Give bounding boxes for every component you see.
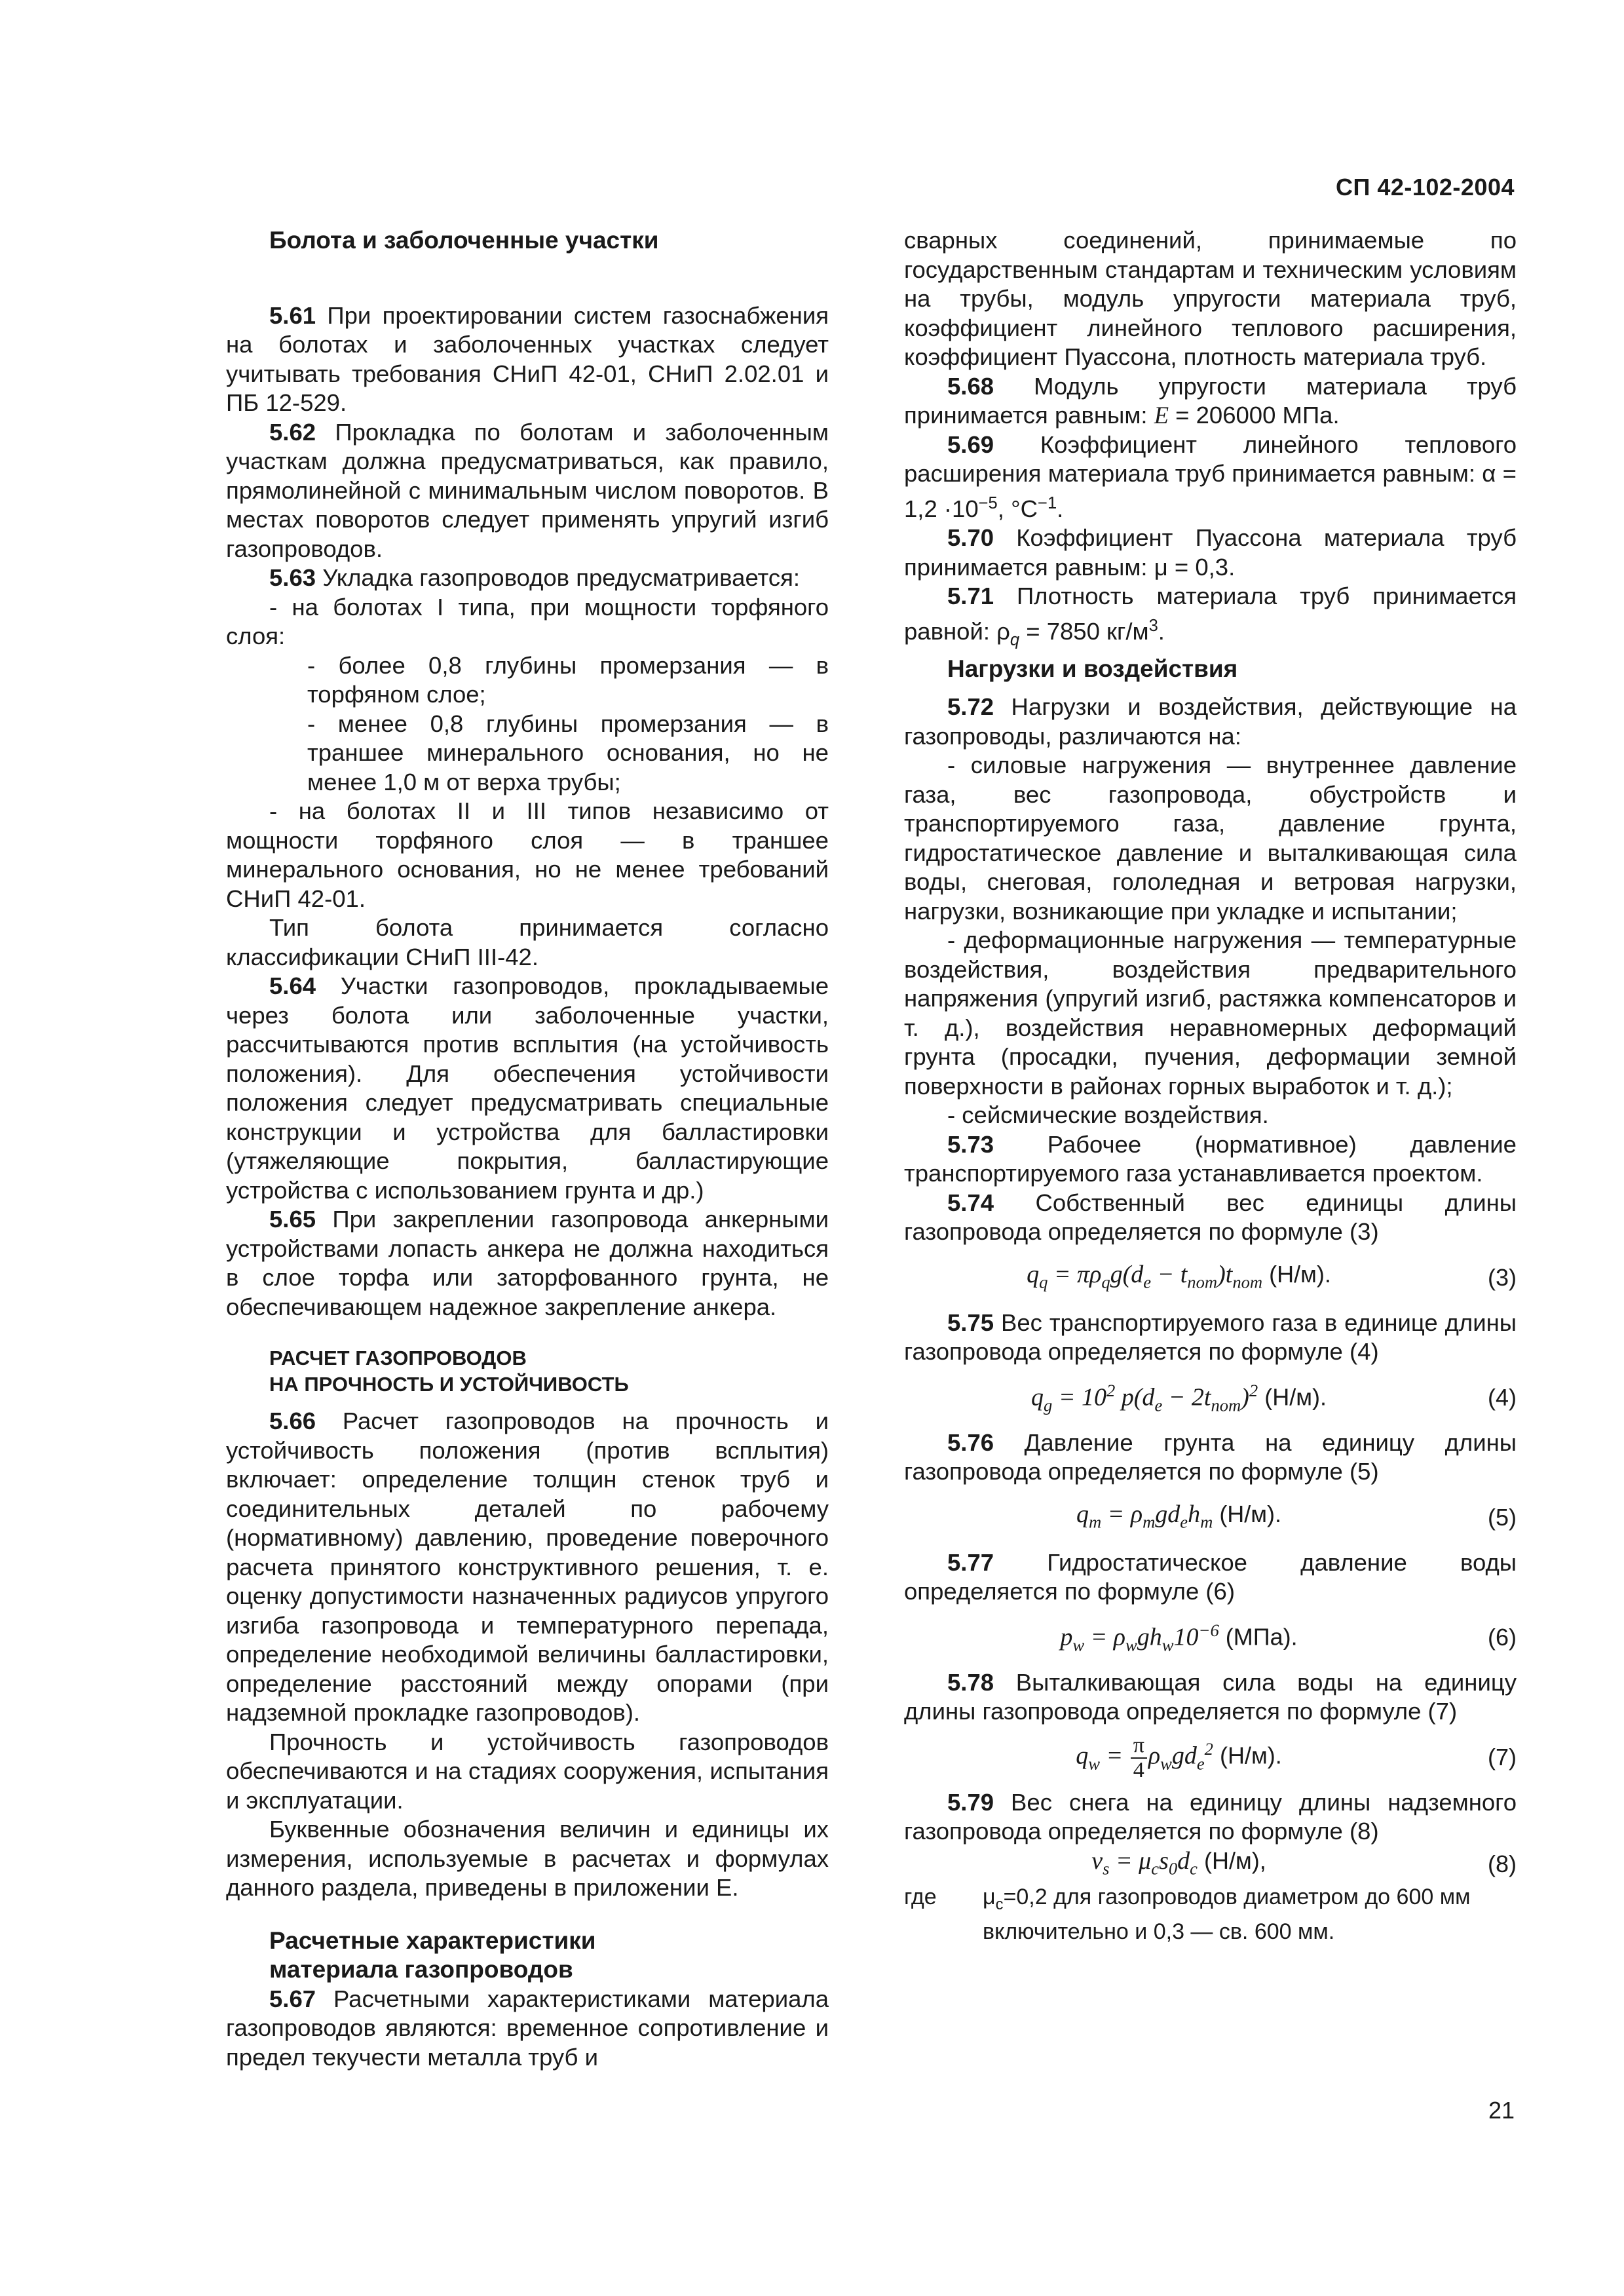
- where-definition: $\mu_c=0,2$ для газопроводов диаметром до 600 мм включительно и 0,3 — св. 600 мм.: [983, 1884, 1471, 1945]
- paragraph-5-76: 5.76 Давление грунта на единицу длины газопровода определяется по формуле (5): [904, 1428, 1517, 1485]
- list-item-force-loads: - силовые нагружения — внутреннее давление газа, вес газопровода, обустройств и транспортируемого газа, давление грунта, гидростатическое давление и выталкивающая сила воды, снеговая, гололедная и ветровая нагрузки, нагрузки, возникающие при укладке и испытании;: [904, 752, 1517, 925]
- left-column: [226, 226, 829, 2072]
- list-item-bog-type-2-3: - на болотах II и III типов независимо от мощности торфяного слоя — в траншее минерального основания, но не менее требований СНиП 42-01.: [226, 797, 829, 912]
- list-item-deformation-loads: - деформационные нагружения — температурные воздействия, воздействия предварительного напряжения (упругий изгиб, растяжка компенсаторов и т. д.), воздействия неравномерных деформаций грунта (просадки, пучения, деформации земной поверхности в районах горных выработок и т. д.);: [904, 927, 1517, 1100]
- paragraph-5-77: 5.77 Гидростатическое давление воды определяется по формуле (6): [904, 1548, 1517, 1605]
- paragraph-5-70: 5.70 Коэффициент Пуассона материала труб принимается равным: μ = 0,3.: [904, 524, 1517, 581]
- where-label: где: [904, 1884, 937, 1909]
- section-heading-bogs: Болота и заболоченные участки: [269, 227, 659, 254]
- formula-6-number: (6): [1488, 1624, 1517, 1651]
- list-item-bog-type-1: - на болотах I типа, при мощности торфяного слоя:: [226, 593, 829, 649]
- sublist-peat-depth: [226, 651, 829, 797]
- paragraph-5-66: 5.66 Расчет газопроводов на прочность и устойчивость положения (против всплытия) включает: определение толщин стенок труб и соединительных деталей по рабочему (нормативному) давлению, проведение поверочного расчета принятого конструктивного решения, т. е. оценку допустимости назначенных радиусов упругого изгиба газопровода и температурного перепада, определение необходимой величины балластировки, определение расстояний между опорами (при надземной прокладке газопроводов).: [226, 1407, 829, 1726]
- section-heading-material-line2: материала газопроводов: [269, 1956, 573, 1983]
- paragraph-bog-classification: Тип болота принимается согласно классификации СНиП III-42.: [226, 914, 829, 970]
- list-item-seismic: - сейсмические воздействия.: [947, 1101, 1269, 1129]
- section-heading-calc-line2: НА ПРОЧНОСТЬ И УСТОЙЧИВОСТЬ: [269, 1373, 629, 1396]
- formula-4-number: (4): [1488, 1384, 1517, 1411]
- formula-5-expression: $q_m = \rho_mgd_eh_m$ (Н/м).: [1076, 1500, 1282, 1532]
- sublist-item-more: - более 0,8 глубины промерзания — в торфяном слое;: [307, 651, 829, 708]
- formula-7-number: (7): [1488, 1744, 1517, 1771]
- paragraph-5-74: 5.74 Собственный вес единицы длины газопровода определяется по формуле (3): [904, 1189, 1517, 1246]
- paragraph-5-67: 5.67 Расчетными характеристиками материала газопроводов являются: временное сопротивление и предел текучести металла труб и: [226, 1985, 829, 2071]
- formula-4: [904, 1372, 1517, 1425]
- paragraph-5-78: 5.78 Выталкивающая сила воды на единицу длины газопровода определяется по формуле (7): [904, 1668, 1517, 1725]
- formula-5: [904, 1492, 1517, 1544]
- formula-7: [904, 1732, 1517, 1784]
- page-number: 21: [1488, 2097, 1515, 2124]
- paragraph-5-68: 5.68 Модуль упругости материала труб принимается равным: E = 206000 МПа.: [904, 372, 1517, 429]
- formula-5-number: (5): [1488, 1504, 1517, 1531]
- paragraph-strength-stages: Прочность и устойчивость газопроводов обеспечиваются и на стадиях сооружения, испытания и эксплуатации.: [226, 1728, 829, 1814]
- section-heading-material-line1: Расчетные характеристики: [269, 1926, 596, 1954]
- right-column: [904, 226, 1517, 1945]
- formula-4-expression: $q_g = 10^2$ $p(d_e - 2t_{nom})^2$ (Н/м).: [1031, 1381, 1327, 1415]
- paragraph-5-64: 5.64 Участки газопроводов, прокладываемые через болота или заболоченные участки, рассчитываются против всплытия (на устойчивость положения). Для обеспечения устойчивости положения следует предусматривать специальные конструкции и устройства для балластировки (утяжеляющие покрытия, балластирующие устройства с использованием грунта и др.): [226, 972, 829, 1204]
- paragraph-5-65: 5.65 При закреплении газопровода анкерными устройствами лопасть анкера не должна находиться в слое торфа или заторфованного грунта, не обеспечивающем надежное закрепление анкера.: [226, 1206, 829, 1320]
- paragraph-5-62: 5.62 Прокладка по болотам и заболоченным участкам должна предусматриваться, как правило, прямолинейной с минимальным числом поворотов. В местах поворотов следует применять упругий изгиб газопроводов.: [226, 418, 829, 562]
- section-heading-calc-line1: РАСЧЕТ ГАЗОПРОВОДОВ: [269, 1347, 527, 1369]
- document-code-header: СП 42-102-2004: [1335, 174, 1515, 201]
- paragraph-notation: Буквенные обозначения величин и единицы их измерения, используемые в расчетах и формулах данного раздела, приведены в приложении Е.: [226, 1816, 829, 1901]
- paragraph-5-72: 5.72 Нагрузки и воздействия, действующие на газопроводы, различаются на:: [904, 693, 1517, 750]
- formula-6: [904, 1612, 1517, 1664]
- paragraph-5-61: 5.61 При проектировании систем газоснабжения на болотах и заболоченных участках следует учитывать требования СНиП 42-01, СНиП 2.02.01 и ПБ 12-529.: [226, 301, 829, 416]
- paragraph-5-69: 5.69 Коэффициент линейного теплового расширения материала труб принимается равным: $\alpha = 1,2 \cdot 10^{-5}$, $^\circ С^{-1}$.: [904, 430, 1517, 522]
- paragraph-5-75: 5.75 Вес транспортируемого газа в единице длины газопровода определяется по формуле (4): [904, 1309, 1517, 1366]
- formula-7-expression: $q_w$ = $\frac{\pi}{4}$ $\rho_wgd_e^2$ (Н/м).: [1076, 1732, 1282, 1782]
- paragraph-5-73: 5.73 Рабочее (нормативное) давление транспортируемого газа устанавливается проектом.: [904, 1130, 1517, 1187]
- formula-3-expression: $q_q = \pi\rho_qg(d_e - t_{nom})t_{nom}$ (Н/м).: [1027, 1260, 1331, 1292]
- section-heading-loads: Нагрузки и воздействия: [947, 655, 1238, 682]
- formula-8-number: (8): [1488, 1850, 1517, 1878]
- paragraph-5-67-continued: сварных соединений, принимаемые по государственным стандартам и техническим условиям на трубы, модуль упругости материала труб, коэффициент линейного теплового расширения, коэффициент Пуассона, плотность материала труб.: [904, 227, 1517, 370]
- sublist-item-less: - менее 0,8 глубины промерзания — в траншее минерального основания, но не менее 1,0 м от верха трубы;: [307, 710, 829, 795]
- paragraph-5-79: 5.79 Вес снега на единицу длины надземного газопровода определяется по формуле (8): [904, 1788, 1517, 1845]
- formula-3-number: (3): [1488, 1264, 1517, 1292]
- formula-3: [904, 1252, 1517, 1305]
- formula-6-expression: $p_w = \rho_wgh_w10^{-6}$ (МПа).: [1060, 1620, 1298, 1655]
- paragraph-5-63: 5.63 Укладка газопроводов предусматривается:: [269, 564, 800, 591]
- paragraph-5-71: 5.71 Плотность материала труб принимается равной: $\rho_q = 7850$ $кг/м^3$.: [904, 583, 1517, 649]
- formula-8: [904, 1846, 1517, 1883]
- formula-8-expression: $v_s = \mu_cs_0d_c$ (Н/м),: [1091, 1846, 1266, 1879]
- formula-8-legend: [904, 1883, 1517, 1946]
